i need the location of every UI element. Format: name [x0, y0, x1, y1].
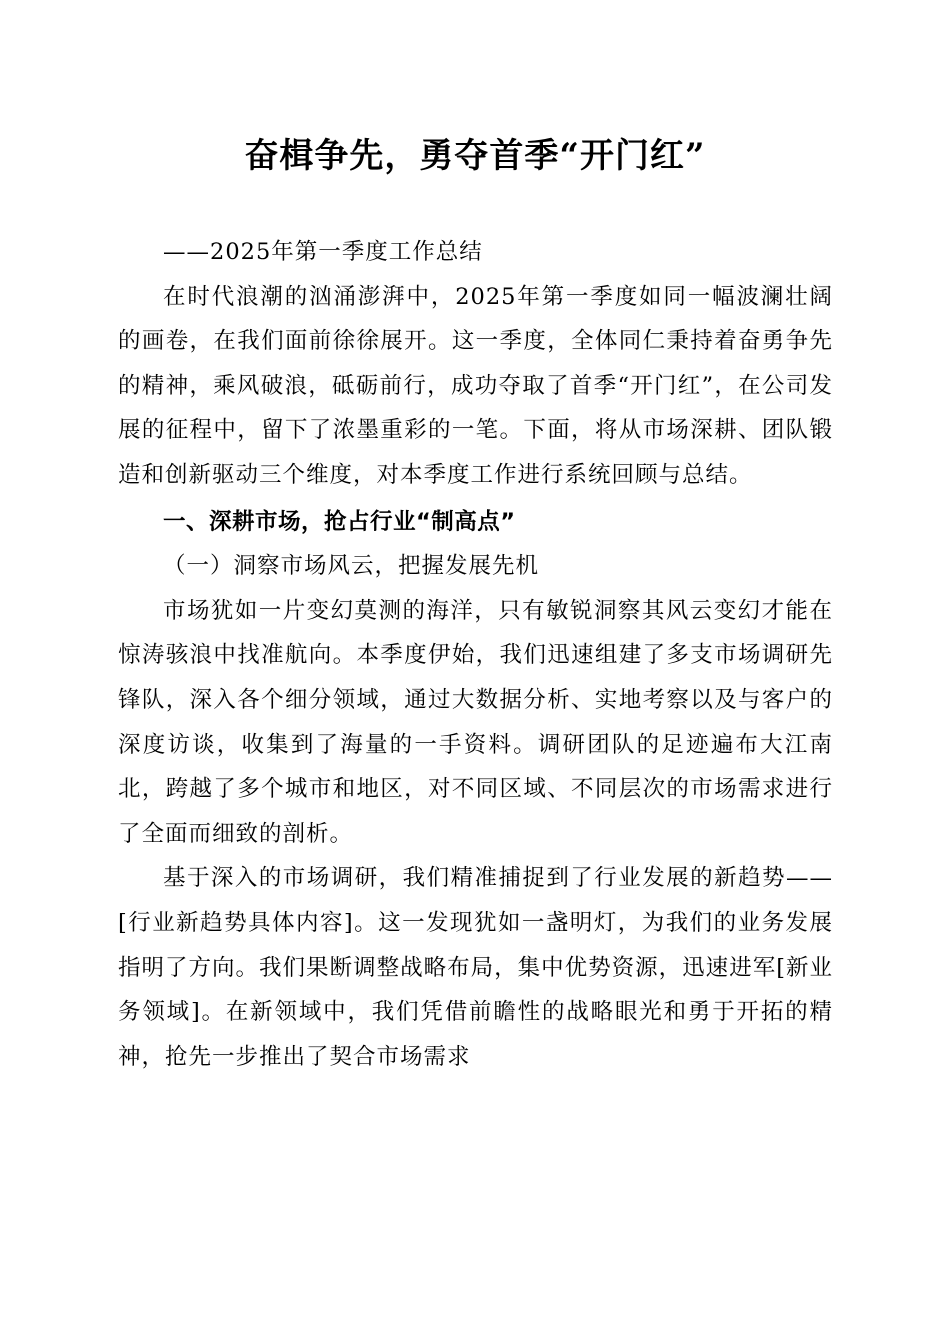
subsection-heading-1: （一）洞察市场风云，把握发展先机 — [163, 553, 540, 580]
body-paragraph: 基于深入的市场调研，我们精准捕捉到了行业发展的新趋势——[行业新趋势具体内容]。这一发现犹如一盏明灯，为我们的业务发展指明了方向。我们果断调整战略布局，集中优势资源，迅速进军[新业务领域]。在新领域中，我们凭借前瞻性的战略眼光和勇于开拓的精神，抢先一步推出了契合市场需求 — [118, 865, 833, 1070]
section-heading-1: 一、深耕市场，抢占行业“制高点” — [163, 508, 516, 535]
document-body — [118, 230, 833, 1079]
document-subtitle: ——2025年第一季度工作总结 — [163, 239, 483, 265]
body-paragraph: 市场犹如一片变幻莫测的海洋，只有敏锐洞察其风云变幻才能在惊涛骇浪中找准航向。本季度伊始，我们迅速组建了多支市场调研先锋队，深入各个细分领域，通过大数据分析、实地考察以及与客户的深度访谈，收集到了海量的一手资料。调研团队的足迹遍布大江南北，跨越了多个城市和地区，对不同区域、不同层次的市场需求进行了全面而细致的剖析。 — [118, 597, 833, 847]
intro-paragraph: 在时代浪潮的汹涌澎湃中，2025年第一季度如同一幅波澜壮阔的画卷，在我们面前徐徐展开。这一季度，全体同仁秉持着奋勇争先的精神，乘风破浪，砥砺前行，成功夺取了首季“开门红”，在公司发展的征程中，留下了浓墨重彩的一笔。下面，将从市场深耕、团队锻造和创新驱动三个维度，对本季度工作进行系统回顾与总结。 — [118, 283, 833, 488]
document-title: 奋楫争先，勇夺首季“开门红” — [244, 136, 706, 176]
